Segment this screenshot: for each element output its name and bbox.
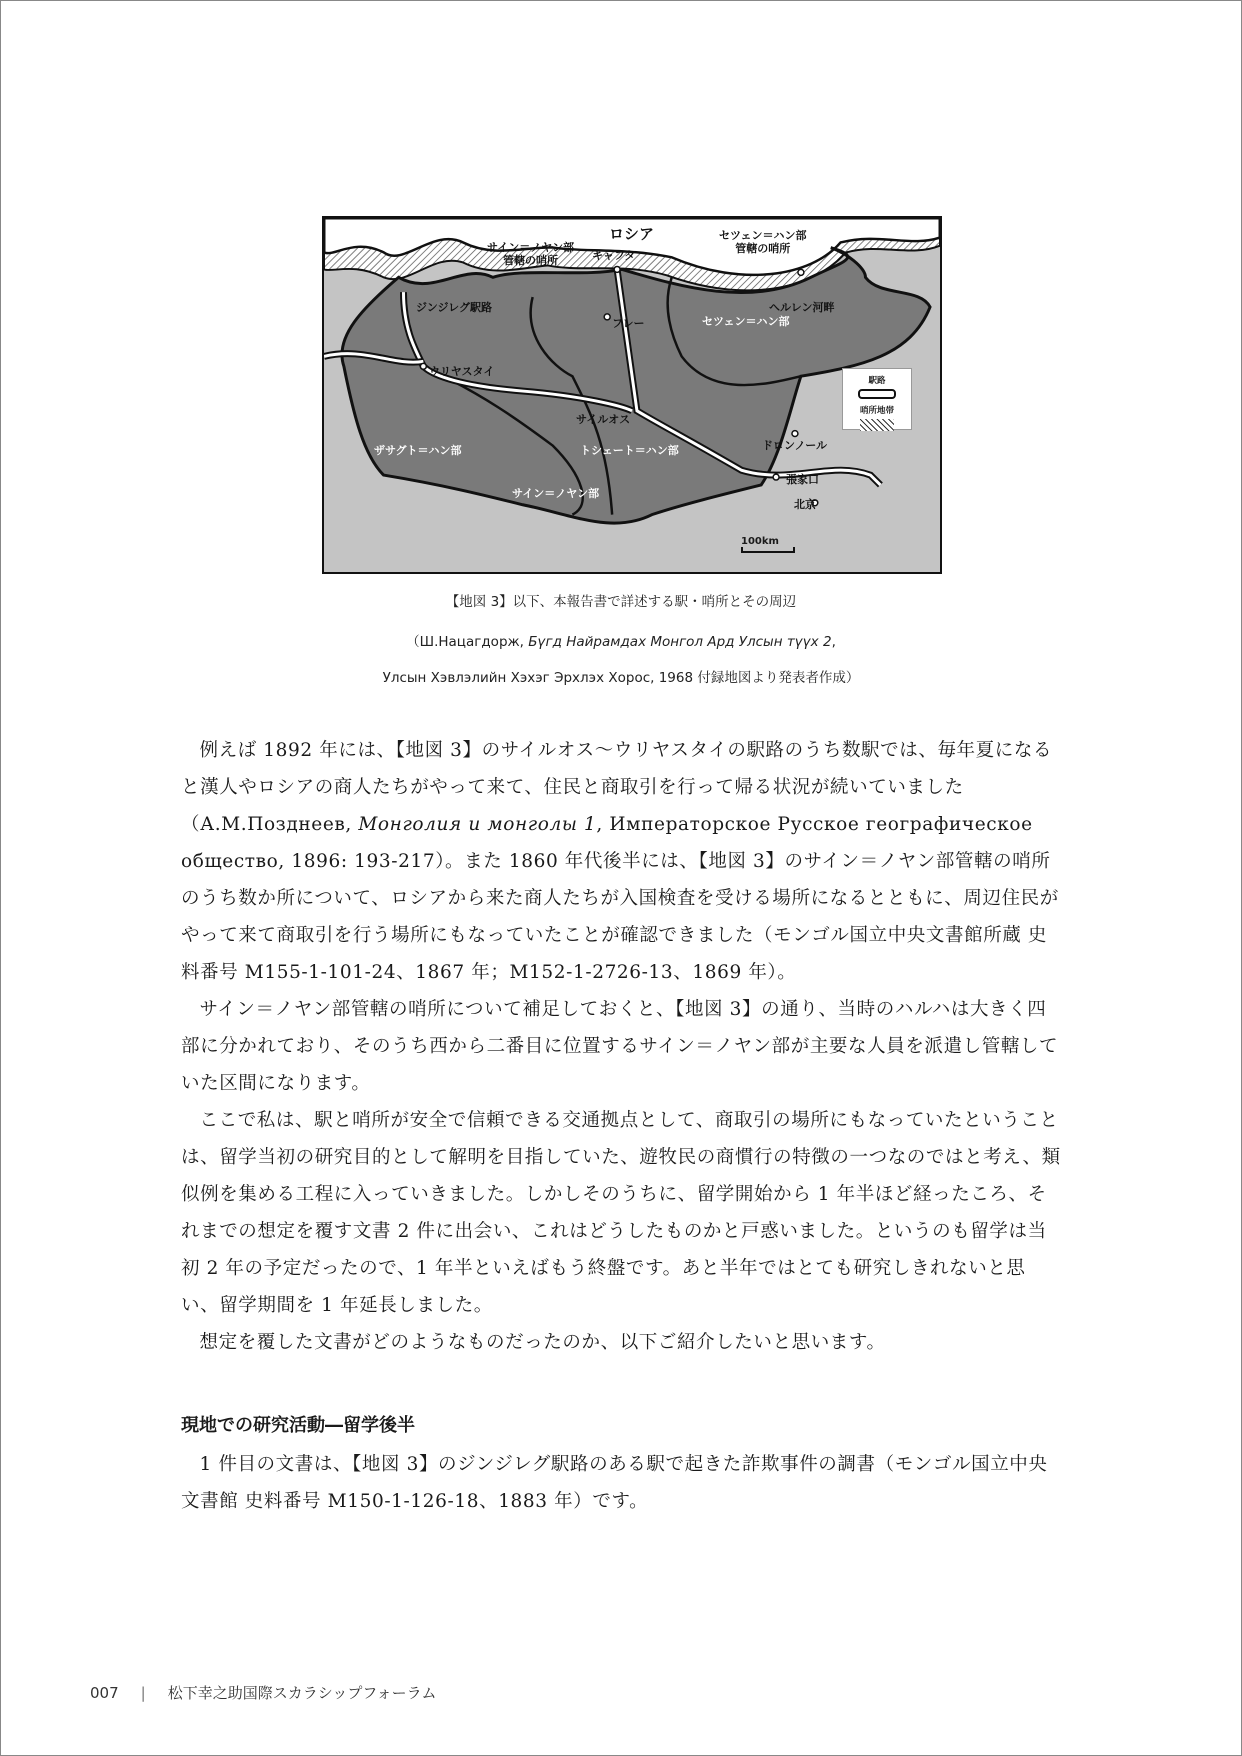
map-label-zhangjiakou: 張家口	[786, 473, 819, 486]
map-label-sain-noyan-post	[487, 242, 574, 267]
map-label-beijing: 北京	[794, 498, 816, 511]
figure-caption-source-2: Улсын Хэвлэлийн Хэхэг Эрхлэх Хорос, 1968 付録地図より発表者作成）	[382, 670, 860, 686]
map-scale-bar	[741, 547, 795, 553]
figure-caption-title: 【地図 3】以下、本報告書で詳述する駅・哨所とその周辺	[445, 594, 797, 610]
page-number: 007	[90, 1683, 119, 1702]
body-text	[181, 732, 1061, 1361]
map-figure	[322, 216, 942, 574]
map-label-kyakhta: キャフタ	[592, 249, 636, 262]
publication-title: 松下幸之助国際スカラシップフォーラム	[167, 1684, 437, 1702]
caption-source-title: Бүгд Найрамдах Монгол Ард Улсын түүх 2	[528, 634, 832, 650]
map-label-setsen-post-line2: 管轄の哨所	[735, 241, 791, 255]
map-scale-label: 100km	[741, 536, 779, 547]
station-khuree	[604, 314, 610, 320]
paragraph-3: ここで私は、駅と哨所が安全で信頼できる交通拠点として、商取引の場所にもなっていたということは、留学当初の研究目的として解明を目指していた、遊牧民の商慣行の特徴の一つなのではと考え、類似例を集める工程に入っていきました。しかしそのうちに、留学開始から 1 年半ほど経ったころ、それまでの想定を覆す文書 2 件に出会い、これはどうしたものかと戸惑いました。というのも留学は当初 2 年の予定だったので、1 年半といえばもう終盤です。あと半年ではとても研究しきれないと思い、留学期間を 1 年延長しました。	[181, 1110, 1061, 1316]
section-heading: 現地での研究活動―留学後半	[181, 1415, 415, 1436]
figure-caption-source-1	[0, 630, 1242, 650]
paragraph-1	[181, 732, 1061, 991]
map-label-setsen-post	[719, 230, 807, 255]
map-label-sain-noyan-post-line2: 管轄の哨所	[503, 253, 559, 267]
caption-source-comma: ,	[831, 634, 836, 650]
map-label-sairusu: サイルオス	[576, 413, 631, 426]
station-uliastai	[420, 363, 426, 369]
map-label-sain-noyan-post-line1: サイン＝ノヤン部	[487, 241, 575, 254]
map-label-setsen-khan: セツェン＝ハン部	[702, 315, 790, 328]
legend-post-zone-swatch	[860, 419, 894, 431]
station-kyakhta	[614, 266, 620, 272]
station-zhangjiakou	[773, 474, 779, 480]
caption-source-author: （Ш.Нацагдорж,	[406, 634, 529, 650]
map-label-sain-noyan: サイン＝ノヤン部	[512, 487, 600, 500]
legend-road-label: 駅路	[868, 376, 886, 386]
footer-separator: |	[140, 1683, 146, 1702]
section-body	[181, 1446, 1061, 1520]
map-label-zasagt-khan: ザサグト＝ハン部	[374, 444, 462, 457]
map-label-tushetu-khan: トシェート＝ハン部	[580, 444, 679, 457]
paragraph-1-part-a: 例えば 1892 年には、【地図 3】のサイルオス〜ウリヤスタイの駅路のうち数駅では、毎年夏になると漢人やロシアの商人たちがやって来て、住民と商取引を行って帰る状況が続いていました（А.М.Позднеев,	[181, 740, 1053, 835]
map-label-russia: ロシア	[609, 225, 655, 243]
paragraph-4: 想定を覆した文書がどのようなものだったのか、以下ご紹介したいと思います。	[199, 1332, 886, 1353]
map-legend	[842, 368, 912, 430]
legend-post-zone-label: 哨所地帯	[859, 406, 894, 416]
map-label-khuree: フレー	[612, 317, 645, 330]
station-kherlen	[798, 269, 804, 275]
paragraph-1-part-b: , Императорское Русское географическое общество, 1896: 193-217）。また 1860 年代後半には、【地図 3】のサイン＝ノヤン部管轄の哨所のうち数か所について、ロシアから来た商人たちが入国検査を受ける場所になるとともに、周辺住民がやって来て商取引を行う場所にもなっていたことが確認できました（モンゴル国立中央文書館所蔵 史料番号 M155-1-101-24、1867 年；M152-1-2726-13、1869 年）。	[181, 814, 1059, 983]
page-footer	[90, 1682, 437, 1703]
station-dolon-nor	[792, 431, 798, 437]
map-scale	[741, 536, 795, 553]
paragraph-1-citation-title: Монголия и монголы 1	[358, 814, 597, 835]
section-paragraph-1: 1 件目の文書は、【地図 3】のジンジレグ駅路のある駅で起きた詐欺事件の調書（モンゴル国立中央文書館 史料番号 M150-1-126-18、1883 年）です。	[181, 1454, 1048, 1512]
map-label-kherlen: ヘルレン河畔	[769, 301, 835, 314]
map-label-dolon-nor: ドロンノール	[762, 439, 828, 452]
map-label-jinjileg: ジンジレグ駅路	[416, 301, 492, 314]
map-label-setsen-post-line1: セツェン＝ハン部	[719, 229, 807, 242]
map-label-uliastai: ウリヤスタイ	[429, 365, 495, 378]
legend-road-swatch	[858, 389, 896, 399]
paragraph-2: サイン＝ノヤン部管轄の哨所について補足しておくと、【地図 3】の通り、当時のハルハは大きく四部に分かれており、そのうち西から二番目に位置するサイン＝ノヤン部が主要な人員を派遣し管轄していた区間になります。	[181, 999, 1059, 1094]
